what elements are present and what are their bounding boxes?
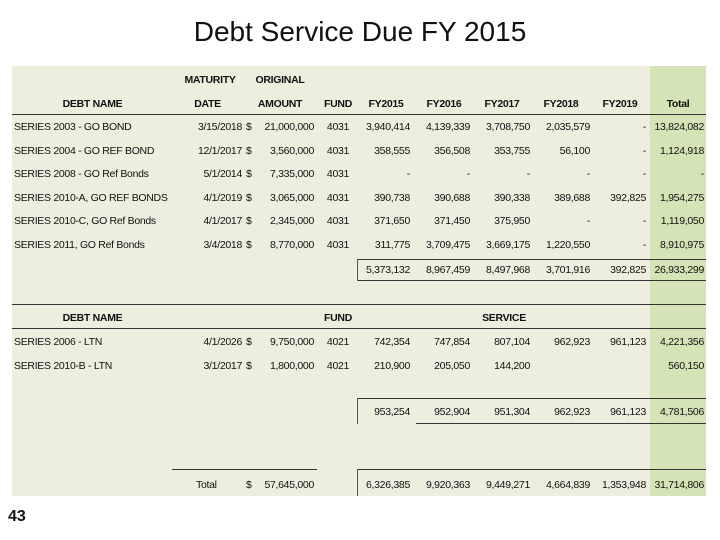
total-line-top-right	[358, 469, 706, 470]
s1-row-6-fund: 4031	[326, 238, 350, 251]
s2-header-service: SERVICE	[482, 312, 526, 324]
s1-row-2-total: 1,124,918	[659, 144, 704, 157]
header-fy2019: FY2019	[602, 98, 638, 110]
subtotal-left-edge	[357, 259, 358, 281]
s2-row-2-fy2016: 205,050	[434, 359, 470, 372]
grand-total-currency: $	[246, 479, 252, 491]
s1-row-5-total: 1,119,050	[660, 215, 704, 227]
s2-row-2-fund: 4021	[326, 359, 350, 372]
grand-total-fy2016: 9,920,363	[425, 479, 470, 491]
s1-row-3-fy2018: -	[586, 168, 590, 180]
s2-subtotal-line-bottom	[416, 423, 706, 424]
header-fy2018: FY2018	[543, 98, 579, 110]
s1-row-3-fy2019: -	[642, 168, 646, 180]
grand-total-fy2019: 1,353,948	[601, 479, 646, 491]
s1-row-2-cur: $	[246, 144, 252, 157]
s1-row-4-fy2015: 390,738	[374, 191, 410, 204]
s2-row-1-fy2018: 962,923	[554, 336, 590, 348]
header-fy2017: FY2017	[484, 98, 520, 110]
s1-row-5-amount: 2,345,000	[269, 215, 314, 227]
s2-row-1-fy2019: 961,123	[610, 336, 646, 348]
s2-subtotal-fy2017: 951,304	[494, 406, 530, 418]
s1-row-6-cur: $	[246, 238, 252, 251]
s2-row-1-amount: 9,750,000	[269, 336, 314, 348]
s1-row-5-fy2019: -	[642, 215, 646, 227]
header-divider	[12, 114, 706, 115]
s1-row-6-date: 3/4/2018	[203, 238, 242, 251]
header-fy2015: FY2015	[368, 98, 404, 110]
s2-row-2-fy2017: 144,200	[494, 359, 530, 372]
s1-row-5-fund: 4031	[326, 215, 350, 227]
s1-row-5-fy2015: 371,650	[374, 215, 410, 227]
s1-row-2-fy2019: -	[642, 144, 646, 157]
s1-row-6-name: SERIES 2011, GO Ref Bonds	[14, 238, 145, 251]
s1-row-6-fy2016: 3,709,475	[425, 238, 470, 251]
header-fund: FUND	[324, 98, 352, 110]
s1-row-2-fy2015: 358,555	[374, 144, 410, 157]
s2-subtotal-line-top	[358, 398, 706, 399]
subtotal-total: 26,933,299	[654, 264, 704, 276]
slide-title: Debt Service Due FY 2015	[193, 16, 527, 47]
header-fy2016: FY2016	[426, 98, 462, 110]
s1-row-1-cur: $	[246, 121, 252, 133]
s2-row-2-cur: $	[246, 359, 252, 372]
total-left-edge	[357, 469, 358, 496]
subtotal-line-top	[358, 259, 706, 260]
s1-row-4-fund: 4031	[326, 191, 350, 204]
header-total: Total	[666, 98, 690, 110]
s2-row-2-total: 560,150	[668, 359, 704, 372]
s2-row-1-fy2017: 807,104	[494, 336, 530, 348]
subtotal-fy2015: 5,373,132	[365, 264, 410, 276]
s1-row-1-fy2017: 3,708,750	[485, 121, 530, 133]
s1-row-6-total: 8,910,975	[659, 238, 704, 251]
grand-total-fy2017: 9,449,271	[485, 479, 530, 491]
subtotal-fy2017: 8,497,968	[485, 264, 530, 276]
s1-row-4-total: 1,954,275	[659, 191, 704, 204]
s1-row-6-fy2019: -	[642, 238, 646, 251]
s1-row-5-fy2018: -	[586, 215, 590, 227]
s2-row-2-date: 3/1/2017	[203, 359, 242, 372]
s1-row-1-date: 3/15/2018	[197, 121, 242, 133]
s1-row-4-fy2019: 392,825	[610, 191, 646, 204]
s2-row-2-fy2015: 210,900	[374, 359, 410, 372]
s1-row-3-fy2017: -	[526, 168, 530, 180]
s2-row-1-fy2015: 742,354	[374, 336, 410, 348]
grand-total-total: 31,714,806	[654, 479, 704, 491]
s2-header-debt-name: DEBT NAME	[62, 312, 123, 324]
page-number: 43	[8, 508, 26, 525]
header-amount: AMOUNT	[257, 98, 303, 110]
s2-subtotal-total: 4,781,506	[659, 406, 704, 418]
s1-row-3-fy2016: -	[466, 168, 470, 180]
s2-subtotal-fy2015: 953,254	[374, 406, 410, 418]
s1-row-5-date: 4/1/2017	[203, 215, 242, 227]
s1-row-3-fy2015: -	[406, 168, 410, 180]
s1-row-6-fy2017: 3,669,175	[485, 238, 530, 251]
s2-row-1-fund: 4021	[326, 336, 350, 348]
header-debt-name: DEBT NAME	[62, 98, 123, 110]
s1-row-6-fy2015: 311,775	[374, 238, 410, 251]
s1-row-6-fy2018: 1,220,550	[545, 238, 590, 251]
s2-row-1-date: 4/1/2026	[203, 336, 242, 348]
s1-row-2-amount: 3,560,000	[269, 144, 314, 157]
s1-row-3-fund: 4031	[326, 168, 350, 180]
s2-subtotal-left-edge	[357, 398, 358, 424]
s1-row-4-date: 4/1/2019	[203, 191, 242, 204]
s1-row-4-fy2017: 390,338	[494, 191, 530, 204]
s1-row-3-cur: $	[246, 168, 252, 180]
s1-row-4-fy2016: 390,688	[434, 191, 470, 204]
s1-row-1-fy2015: 3,940,414	[365, 121, 410, 133]
subtotal-fy2016: 8,967,459	[425, 264, 470, 276]
s1-row-2-fy2018: 56,100	[559, 144, 590, 157]
grand-total-amount: 57,645,000	[264, 479, 314, 491]
s2-subtotal-fy2018: 962,923	[554, 406, 590, 418]
s1-row-3-name: SERIES 2008 - GO Ref Bonds	[14, 168, 149, 180]
s1-row-2-fund: 4031	[326, 144, 350, 157]
grand-total-label: Total	[196, 479, 217, 491]
s1-row-2-date: 12/1/2017	[197, 144, 242, 157]
s1-row-4-fy2018: 389,688	[554, 191, 590, 204]
s1-row-3-date: 5/1/2014	[203, 168, 242, 180]
s2-row-2-name: SERIES 2010-B - LTN	[14, 359, 112, 372]
s1-row-1-total: 13,824,082	[654, 121, 704, 133]
s2-row-1-fy2016: 747,854	[434, 336, 470, 348]
s2-subtotal-fy2016: 952,904	[434, 406, 470, 418]
s2-header-fund: FUND	[324, 312, 352, 324]
s1-row-2-name: SERIES 2004 - GO REF BOND	[14, 144, 155, 157]
section2-header-divider	[12, 328, 706, 329]
s1-row-6-amount: 8,770,000	[269, 238, 314, 251]
s2-subtotal-fy2019: 961,123	[610, 406, 646, 418]
s2-row-1-cur: $	[246, 336, 252, 348]
subtotal-fy2019: 392,825	[610, 264, 646, 276]
s1-row-4-cur: $	[246, 191, 252, 204]
s1-row-1-fy2019: -	[642, 121, 646, 133]
s1-row-2-fy2017: 353,755	[494, 144, 530, 157]
s1-row-1-name: SERIES 2003 - GO BOND	[14, 121, 132, 133]
s1-row-5-fy2017: 375,950	[494, 215, 530, 227]
s1-row-5-fy2016: 371,450	[434, 215, 470, 227]
total-line-top-left	[172, 469, 317, 470]
grand-total-fy2018: 4,664,839	[545, 479, 590, 491]
s1-row-3-total: -	[700, 168, 704, 180]
grand-total-fy2015: 6,326,385	[365, 479, 410, 491]
s1-row-4-amount: 3,065,000	[269, 191, 314, 204]
s1-row-5-name: SERIES 2010-C, GO Ref Bonds	[14, 215, 156, 227]
s1-row-1-amount: 21,000,000	[264, 121, 314, 133]
s2-row-1-total: 4,221,356	[659, 336, 704, 348]
s1-row-4-name: SERIES 2010-A, GO REF BONDS	[14, 191, 168, 204]
s1-row-1-fy2016: 4,139,339	[425, 121, 470, 133]
subtotal-line-bottom	[358, 280, 706, 281]
subtotal-fy2018: 3,701,916	[545, 264, 590, 276]
header-maturity: MATURITY	[184, 74, 236, 86]
s2-row-1-name: SERIES 2006 - LTN	[14, 336, 103, 348]
s1-row-1-fund: 4031	[326, 121, 350, 133]
s1-row-5-cur: $	[246, 215, 252, 227]
header-original: ORIGINAL	[255, 74, 305, 86]
header-date: DATE	[194, 98, 221, 110]
s1-row-2-fy2016: 356,508	[434, 144, 470, 157]
s2-row-2-amount: 1,800,000	[269, 359, 314, 372]
s1-row-1-fy2018: 2,035,579	[545, 121, 590, 133]
section2-top-line	[12, 304, 706, 305]
s1-row-3-amount: 7,335,000	[269, 168, 314, 180]
